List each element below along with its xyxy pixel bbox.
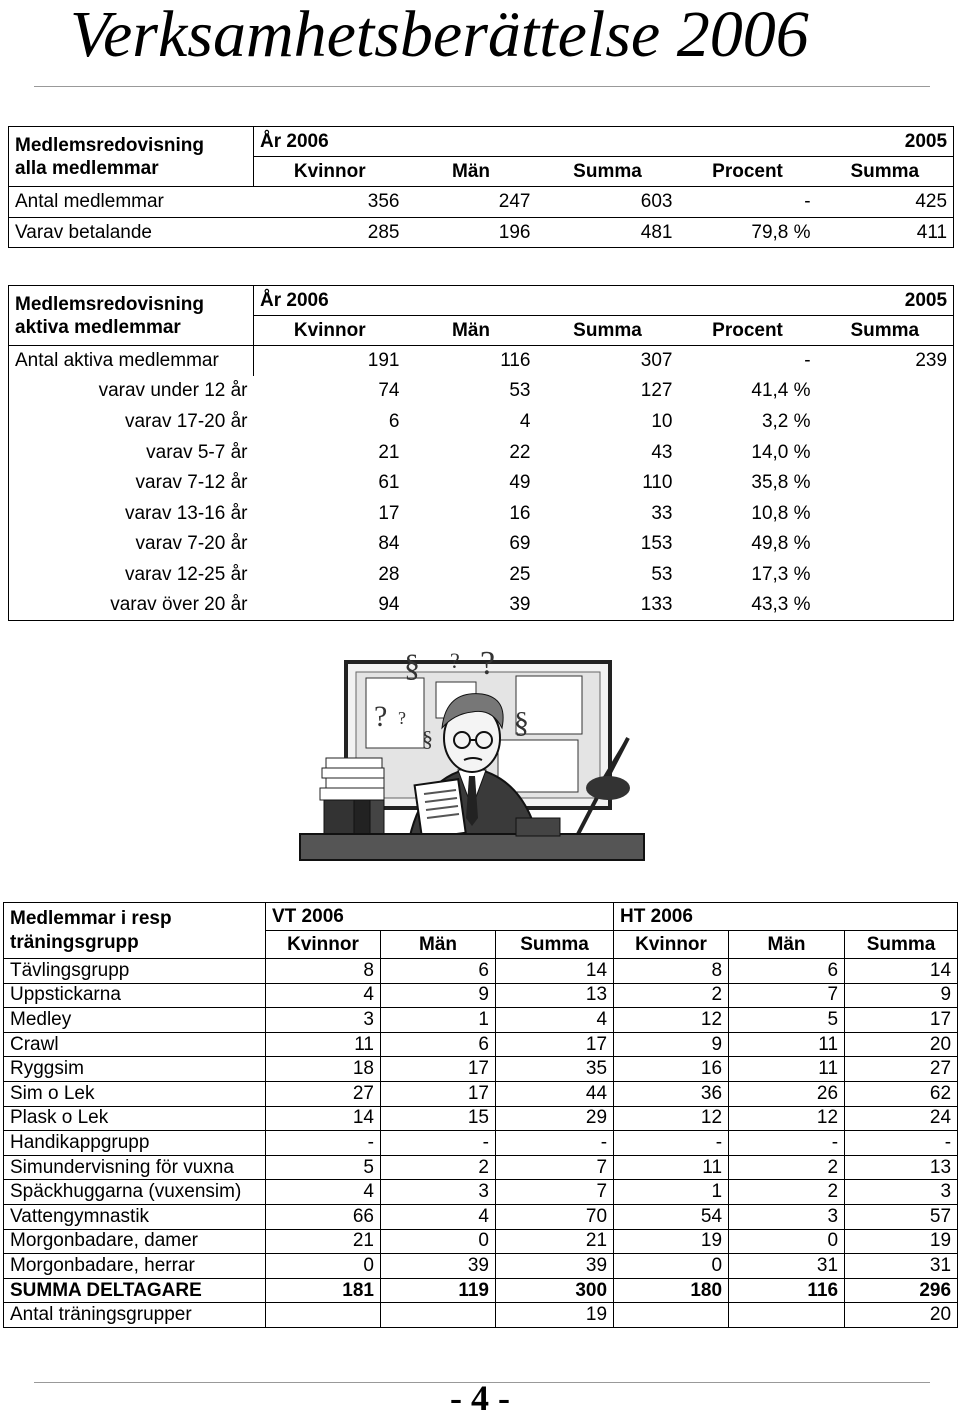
cell: 21 bbox=[266, 1229, 381, 1254]
cell: 17 bbox=[381, 1057, 496, 1082]
cell: - bbox=[729, 1131, 845, 1156]
cell: 16 bbox=[614, 1057, 729, 1082]
cell: 133 bbox=[537, 590, 679, 621]
cell bbox=[381, 1303, 496, 1328]
cell: 481 bbox=[537, 218, 679, 248]
cell: 4 bbox=[496, 1008, 614, 1033]
row-label: Crawl bbox=[4, 1032, 266, 1057]
table-row bbox=[4, 1057, 958, 1082]
cell: 49 bbox=[509, 472, 531, 494]
cell: 11 bbox=[266, 1032, 381, 1057]
cell: 10,8 % bbox=[751, 502, 811, 524]
cell bbox=[817, 468, 954, 499]
cell: 247 bbox=[406, 187, 537, 218]
cell: 3 bbox=[266, 1008, 381, 1033]
ht-header: HT 2006 bbox=[614, 903, 958, 931]
row-label: varav över 20 år bbox=[9, 590, 254, 621]
cell: 29 bbox=[496, 1106, 614, 1131]
table-row bbox=[9, 187, 954, 218]
table-row bbox=[4, 1155, 958, 1180]
cell: 28 bbox=[378, 563, 400, 585]
column-header: Män bbox=[381, 931, 496, 959]
cell: 14,0 % bbox=[751, 441, 811, 463]
column-header: Män bbox=[729, 931, 845, 959]
row-label: Späckhuggarna (vuxensim) bbox=[4, 1180, 266, 1205]
table-row bbox=[4, 1254, 958, 1279]
cell: 6 bbox=[388, 410, 400, 432]
cell: 7 bbox=[729, 983, 845, 1008]
cell: 10 bbox=[651, 410, 673, 432]
cell: 17 bbox=[378, 502, 400, 524]
cell: 14 bbox=[266, 1106, 381, 1131]
row-label: Antal träningsgrupper bbox=[4, 1303, 266, 1328]
row-label: varav 13-16 år bbox=[9, 498, 254, 529]
cell: - bbox=[381, 1131, 496, 1156]
training-groups-label: Medlemmar i resp träningsgrupp bbox=[4, 903, 266, 959]
cell: 3 bbox=[381, 1180, 496, 1205]
column-header: Kvinnor bbox=[614, 931, 729, 959]
table-row bbox=[9, 529, 954, 560]
table-row bbox=[4, 1008, 958, 1033]
cell: 54 bbox=[614, 1204, 729, 1229]
table-row bbox=[9, 376, 954, 407]
cell: 2 bbox=[729, 1180, 845, 1205]
illustration-symbol: ? bbox=[480, 645, 496, 682]
cell: 33 bbox=[651, 502, 673, 524]
cell: 2 bbox=[729, 1155, 845, 1180]
table-row bbox=[9, 407, 954, 438]
cell: 16 bbox=[509, 502, 531, 524]
prev-year-header: 2005 bbox=[817, 127, 954, 157]
cell: 17 bbox=[496, 1032, 614, 1057]
prev-year-header: 2005 bbox=[817, 286, 954, 316]
cell: 6 bbox=[381, 1032, 496, 1057]
cell: 9 bbox=[845, 983, 958, 1008]
cell: 14 bbox=[845, 959, 958, 984]
table-row bbox=[9, 437, 954, 468]
table-row bbox=[9, 560, 954, 591]
cell: 39 bbox=[381, 1254, 496, 1279]
column-header: Kvinnor bbox=[254, 316, 406, 346]
table-row bbox=[9, 590, 954, 621]
illustration-symbol: § bbox=[422, 726, 433, 751]
cell: 74 bbox=[378, 380, 400, 402]
column-header: Män bbox=[406, 157, 537, 187]
cell: 25 bbox=[509, 563, 531, 585]
cell: 11 bbox=[614, 1155, 729, 1180]
cell: 425 bbox=[817, 187, 954, 218]
cell bbox=[817, 529, 954, 560]
cell: 181 bbox=[266, 1278, 381, 1303]
cell: 27 bbox=[266, 1081, 381, 1106]
cell bbox=[614, 1303, 729, 1328]
cell bbox=[817, 590, 954, 621]
row-label: Plask o Lek bbox=[4, 1106, 266, 1131]
row-label: Morgonbadare, damer bbox=[4, 1229, 266, 1254]
cell: - bbox=[496, 1131, 614, 1156]
cell: 0 bbox=[729, 1229, 845, 1254]
members-all-label: Medlemsredovisning alla medlemmar bbox=[9, 127, 254, 187]
column-header: Procent bbox=[679, 316, 817, 346]
illustration-symbol: § bbox=[514, 706, 529, 739]
cell: 53 bbox=[651, 563, 673, 585]
cell: 8 bbox=[266, 959, 381, 984]
cell: 119 bbox=[381, 1278, 496, 1303]
cell: 15 bbox=[381, 1106, 496, 1131]
cell: 307 bbox=[537, 346, 679, 377]
cell: 180 bbox=[614, 1278, 729, 1303]
cell: 53 bbox=[509, 380, 531, 402]
row-label: Ryggsim bbox=[4, 1057, 266, 1082]
table-row bbox=[4, 1106, 958, 1131]
row-label: varav 5-7 år bbox=[9, 437, 254, 468]
cell: 27 bbox=[845, 1057, 958, 1082]
office-worker-illustration bbox=[286, 628, 658, 864]
cell bbox=[817, 407, 954, 438]
cell: 3 bbox=[845, 1180, 958, 1205]
cell: 17,3 % bbox=[751, 563, 811, 585]
cell: 7 bbox=[496, 1155, 614, 1180]
cell: 8 bbox=[614, 959, 729, 984]
cell: 411 bbox=[817, 218, 954, 248]
cell: - bbox=[679, 187, 817, 218]
cell: 12 bbox=[614, 1106, 729, 1131]
cell: 1 bbox=[381, 1008, 496, 1033]
cell: 17 bbox=[845, 1008, 958, 1033]
cell: 4 bbox=[519, 410, 531, 432]
row-label: varav 17-20 år bbox=[9, 407, 254, 438]
cell: 39 bbox=[406, 590, 537, 621]
cell bbox=[266, 1303, 381, 1328]
column-header: Män bbox=[406, 316, 537, 346]
cell: 21 bbox=[496, 1229, 614, 1254]
table-row bbox=[4, 1081, 958, 1106]
cell: 239 bbox=[817, 346, 954, 377]
table-row bbox=[9, 468, 954, 499]
cell: 35,8 % bbox=[751, 472, 811, 494]
row-label: varav under 12 år bbox=[9, 376, 254, 407]
column-header: Kvinnor bbox=[254, 157, 406, 187]
table-row bbox=[9, 218, 954, 248]
cell: 21 bbox=[378, 441, 400, 463]
row-label: SUMMA DELTAGARE bbox=[4, 1278, 266, 1303]
page-title: Verksamhetsberättelse 2006 bbox=[70, 0, 809, 71]
year-header: År 2006 bbox=[254, 127, 817, 157]
cell: 20 bbox=[845, 1303, 958, 1328]
cell: 43 bbox=[651, 441, 673, 463]
table-row bbox=[4, 959, 958, 984]
cell: 0 bbox=[266, 1254, 381, 1279]
cell: 5 bbox=[266, 1155, 381, 1180]
cell: 11 bbox=[729, 1057, 845, 1082]
cell: 296 bbox=[845, 1278, 958, 1303]
cell: 603 bbox=[537, 187, 679, 218]
cell: 19 bbox=[496, 1303, 614, 1328]
table-row bbox=[4, 1229, 958, 1254]
row-label: varav 12-25 år bbox=[9, 560, 254, 591]
column-header: Procent bbox=[679, 157, 817, 187]
members-all-table bbox=[8, 126, 954, 248]
cell: 196 bbox=[406, 218, 537, 248]
cell: 31 bbox=[845, 1254, 958, 1279]
total-row bbox=[4, 1278, 958, 1303]
cell: 70 bbox=[496, 1204, 614, 1229]
cell: 191 bbox=[254, 346, 406, 377]
cell: 1 bbox=[614, 1180, 729, 1205]
groups-count-row bbox=[4, 1303, 958, 1328]
row-label: varav 7-12 år bbox=[9, 468, 254, 499]
cell: 7 bbox=[496, 1180, 614, 1205]
cell: 57 bbox=[845, 1204, 958, 1229]
cell: 19 bbox=[845, 1229, 958, 1254]
cell: 4 bbox=[266, 983, 381, 1008]
row-label: varav 7-20 år bbox=[9, 529, 254, 560]
cell: 6 bbox=[729, 959, 845, 984]
cell: 116 bbox=[729, 1278, 845, 1303]
cell: 116 bbox=[406, 346, 537, 377]
cell: - bbox=[266, 1131, 381, 1156]
row-label: Uppstickarna bbox=[4, 983, 266, 1008]
cell: 61 bbox=[378, 472, 400, 494]
column-header: Summa bbox=[496, 931, 614, 959]
column-header: Summa bbox=[817, 316, 954, 346]
column-header: Summa bbox=[537, 316, 679, 346]
cell: 62 bbox=[845, 1081, 958, 1106]
top-divider bbox=[34, 86, 930, 87]
cell: 11 bbox=[729, 1032, 845, 1057]
row-label: Medley bbox=[4, 1008, 266, 1033]
table-row bbox=[4, 983, 958, 1008]
cell: - bbox=[614, 1131, 729, 1156]
year-header: År 2006 bbox=[254, 286, 817, 316]
cell: 300 bbox=[496, 1278, 614, 1303]
cell: 26 bbox=[729, 1081, 845, 1106]
row-label: Sim o Lek bbox=[4, 1081, 266, 1106]
cell: 4 bbox=[381, 1204, 496, 1229]
cell: 22 bbox=[509, 441, 531, 463]
column-header: Kvinnor bbox=[266, 931, 381, 959]
cell bbox=[817, 498, 954, 529]
cell: 9 bbox=[614, 1032, 729, 1057]
cell: 0 bbox=[614, 1254, 729, 1279]
cell: 94 bbox=[254, 590, 406, 621]
cell: 31 bbox=[729, 1254, 845, 1279]
illustration-symbol: § bbox=[404, 647, 420, 683]
row-label: Varav betalande bbox=[9, 218, 254, 248]
vt-header: VT 2006 bbox=[266, 903, 614, 931]
cell: 9 bbox=[381, 983, 496, 1008]
cell: - bbox=[679, 346, 817, 377]
illustration-symbol: ? bbox=[374, 700, 388, 733]
cell: 39 bbox=[496, 1254, 614, 1279]
table-row bbox=[4, 1032, 958, 1057]
cell: 35 bbox=[496, 1057, 614, 1082]
table-row bbox=[9, 498, 954, 529]
row-label: Antal aktiva medlemmar bbox=[9, 346, 254, 377]
cell: 41,4 % bbox=[751, 380, 811, 402]
row-label: Vattengymnastik bbox=[4, 1204, 266, 1229]
cell: - bbox=[845, 1131, 958, 1156]
row-label: Tävlingsgrupp bbox=[4, 959, 266, 984]
cell: 5 bbox=[729, 1008, 845, 1033]
cell bbox=[817, 560, 954, 591]
cell: 285 bbox=[254, 218, 406, 248]
illustration-symbol: ? bbox=[450, 648, 460, 673]
cell: 0 bbox=[381, 1229, 496, 1254]
cell: 17 bbox=[381, 1081, 496, 1106]
table-row bbox=[4, 1204, 958, 1229]
cell bbox=[817, 376, 954, 407]
cell: 24 bbox=[845, 1106, 958, 1131]
cell: 66 bbox=[266, 1204, 381, 1229]
cell bbox=[729, 1303, 845, 1328]
illustration-symbol: ? bbox=[398, 708, 406, 728]
table-row bbox=[4, 1131, 958, 1156]
cell: 14 bbox=[496, 959, 614, 984]
cell: 84 bbox=[378, 533, 400, 555]
cell: 2 bbox=[381, 1155, 496, 1180]
cell: 12 bbox=[729, 1106, 845, 1131]
cell: 79,8 % bbox=[679, 218, 817, 248]
cell: 18 bbox=[266, 1057, 381, 1082]
cell: 13 bbox=[496, 983, 614, 1008]
column-header: Summa bbox=[537, 157, 679, 187]
row-label: Morgonbadare, herrar bbox=[4, 1254, 266, 1279]
cell: 13 bbox=[845, 1155, 958, 1180]
cell: 4 bbox=[266, 1180, 381, 1205]
members-active-label: Medlemsredovisning aktiva medlemmar bbox=[9, 286, 254, 346]
cell: 356 bbox=[254, 187, 406, 218]
training-groups-table bbox=[3, 902, 958, 1328]
row-label: Antal medlemmar bbox=[9, 187, 254, 218]
column-header: Summa bbox=[817, 157, 954, 187]
cell: 6 bbox=[381, 959, 496, 984]
cell: 20 bbox=[845, 1032, 958, 1057]
table-row bbox=[4, 1180, 958, 1205]
cell: 3,2 % bbox=[761, 410, 811, 432]
table-row bbox=[9, 346, 954, 377]
column-header: Summa bbox=[845, 931, 958, 959]
page-number: - 4 - bbox=[450, 1378, 510, 1418]
cell: 3 bbox=[729, 1204, 845, 1229]
cell: 12 bbox=[614, 1008, 729, 1033]
row-label: Handikappgrupp bbox=[4, 1131, 266, 1156]
cell bbox=[817, 437, 954, 468]
row-label: Simundervisning för vuxna bbox=[4, 1155, 266, 1180]
cell: 2 bbox=[614, 983, 729, 1008]
cell: 153 bbox=[640, 533, 673, 555]
cell: 110 bbox=[642, 472, 673, 494]
members-active-table bbox=[8, 285, 954, 621]
cell: 44 bbox=[496, 1081, 614, 1106]
cell: 43,3 % bbox=[679, 590, 817, 621]
cell: 49,8 % bbox=[751, 533, 811, 555]
cell: 127 bbox=[640, 380, 673, 402]
cell: 36 bbox=[614, 1081, 729, 1106]
cell: 19 bbox=[614, 1229, 729, 1254]
cell: 69 bbox=[509, 533, 531, 555]
